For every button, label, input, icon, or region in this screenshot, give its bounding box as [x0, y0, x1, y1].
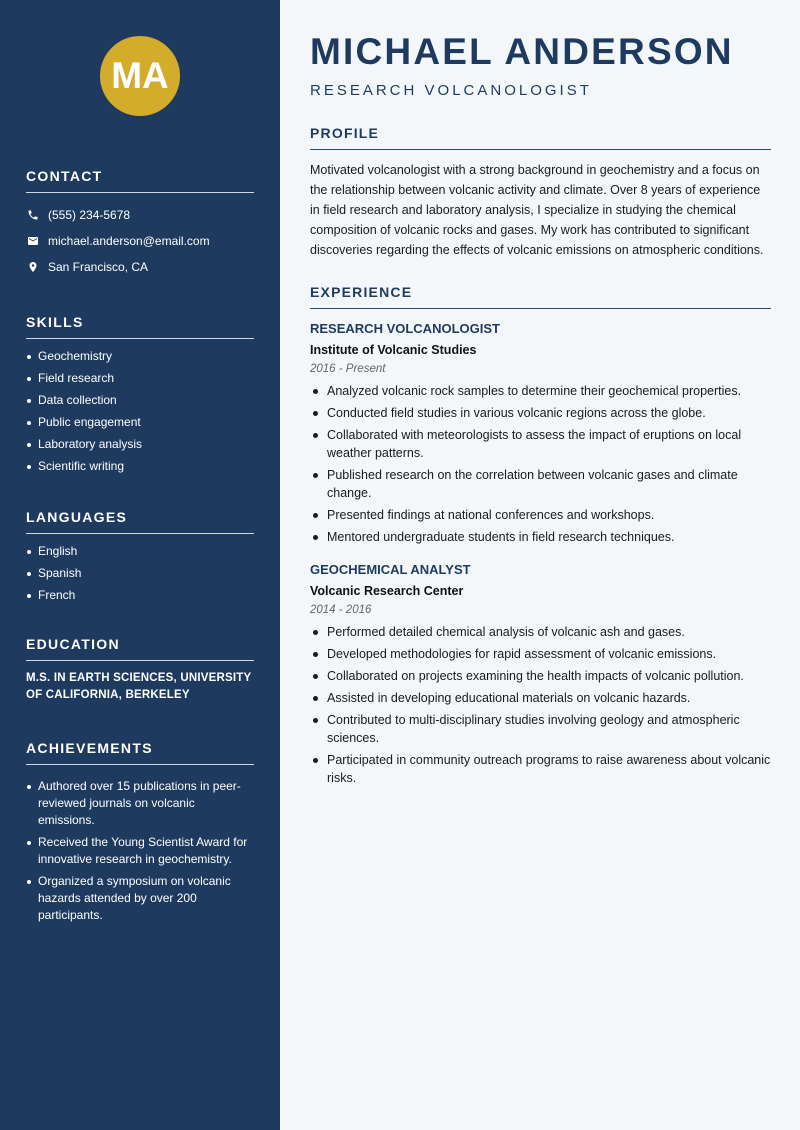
skill-item: Data collection	[26, 392, 254, 409]
job-bullet: Contributed to multi-disciplinary studies involving geology and atmospheric sciences.	[310, 711, 771, 747]
contact-list	[26, 202, 254, 280]
job-bullet: Participated in community outreach programs to raise awareness about volcanic risks.	[310, 751, 771, 787]
contact-email-text[interactable]: michael.anderson@email.com	[48, 234, 210, 248]
achievement-item: Authored over 15 publications in peer-reviewed journals on volcanic emissions.	[26, 778, 254, 829]
profile-text: Motivated volcanologist with a strong background in geochemistry and a focus on the relationship between volcanic activity and climate. Over 8 years of experience in field research and laboratory analysis, I specialize in studying the chemical composition of volcanic rocks and gases. My work has contributed to significant discoveries regarding the effects of volcanic emissions on atmospheric conditions.	[310, 163, 764, 257]
job-bullet: Published research on the correlation between volcanic gases and climate change.	[310, 466, 771, 502]
phone-icon	[26, 208, 40, 222]
job-bullet: Presented findings at national conferences and workshops.	[310, 506, 771, 524]
skill-item: Laboratory analysis	[26, 436, 254, 453]
job-bullet: Collaborated on projects examining the health impacts of volcanic pollution.	[310, 667, 771, 685]
location-pin-icon	[26, 260, 40, 274]
job-dates: 2014 - 2016	[310, 604, 372, 616]
contact-phone-text[interactable]: (555) 234-5678	[48, 208, 131, 222]
sidebar	[0, 0, 280, 1130]
skill-item: Public engagement	[26, 414, 254, 431]
job-dates: 2016 - Present	[310, 363, 386, 375]
skills-heading: SKILLS	[26, 314, 254, 339]
achievement-item: Received the Young Scientist Award for innovative research in geochemistry.	[26, 834, 254, 868]
job-bullet: Performed detailed chemical analysis of volcanic ash and gases.	[310, 623, 771, 641]
languages-heading: LANGUAGES	[26, 509, 254, 534]
contact-location-text: San Francisco, CA	[48, 260, 149, 274]
job-bullet: Collaborated with meteorologists to assess the impact of eruptions on local weather patterns.	[310, 426, 771, 462]
education-degree: M.S. IN EARTH SCIENCES, UNIVERSITY OF CALIFORNIA, BERKELEY	[26, 672, 252, 701]
job-bullet: Conducted field studies in various volcanic regions across the globe.	[310, 404, 771, 422]
contact-email	[26, 228, 254, 254]
skills-list	[26, 348, 254, 475]
education-heading: EDUCATION	[26, 636, 254, 661]
profile-heading: PROFILE	[310, 125, 771, 150]
contact-phone	[26, 202, 254, 228]
main-content	[280, 0, 800, 1130]
job-company: Volcanic Research Center	[310, 584, 464, 598]
experience-heading: EXPERIENCE	[310, 284, 771, 309]
job-entry	[310, 562, 771, 787]
avatar: MA	[100, 36, 180, 116]
language-item: English	[26, 543, 254, 560]
job-bullet: Analyzed volcanic rock samples to determine their geochemical properties.	[310, 382, 771, 400]
achievements-list	[26, 778, 254, 924]
job-entry	[310, 321, 771, 546]
achievement-item: Organized a symposium on volcanic hazards attended by over 200 participants.	[26, 873, 254, 924]
skill-item: Field research	[26, 370, 254, 387]
job-bullet: Developed methodologies for rapid assessment of volcanic emissions.	[310, 645, 771, 663]
job-bullet: Assisted in developing educational materials on volcanic hazards.	[310, 689, 771, 707]
candidate-name: MICHAEL ANDERSON	[310, 31, 734, 72]
job-title: GEOCHEMICAL ANALYST	[310, 562, 471, 577]
candidate-role: RESEARCH VOLCANOLOGIST	[310, 82, 592, 99]
job-title: RESEARCH VOLCANOLOGIST	[310, 321, 500, 336]
job-bullets	[310, 382, 771, 546]
language-item: Spanish	[26, 565, 254, 582]
contact-heading: CONTACT	[26, 168, 254, 193]
achievements-heading: ACHIEVEMENTS	[26, 740, 254, 765]
languages-list	[26, 543, 254, 604]
job-company: Institute of Volcanic Studies	[310, 343, 477, 357]
contact-location	[26, 254, 254, 280]
job-bullet: Mentored undergraduate students in field research techniques.	[310, 528, 771, 546]
language-item: French	[26, 587, 254, 604]
skill-item: Geochemistry	[26, 348, 254, 365]
email-icon	[26, 234, 40, 248]
job-bullets	[310, 623, 771, 787]
skill-item: Scientific writing	[26, 458, 254, 475]
